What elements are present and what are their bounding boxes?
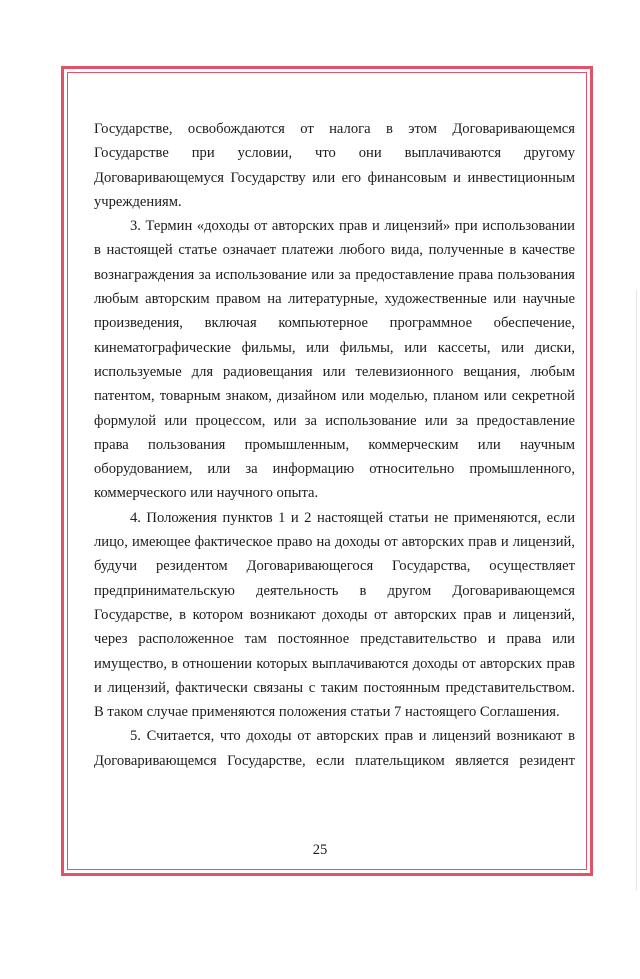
text-line: Государстве, освобождаются от налога в этом Договаривающемся	[94, 121, 575, 137]
text-line: и лицензий, фактически связаны с таким постоянным представительством.	[94, 679, 575, 696]
text-line: Договаривающемуся Государству или его финансовым и инвестиционным	[94, 169, 575, 186]
text-line: учреждениям.	[94, 193, 182, 210]
text-line: используемые для радиовещания или телевизионного вещания, любым	[94, 363, 575, 380]
text-line: патентом, товарным знаком, дизайном или моделью, планом или секретной	[94, 388, 575, 405]
text-line: формулой или процессом, или за использование или за предоставление	[94, 412, 575, 429]
document-body	[94, 117, 575, 773]
text-line: В таком случае применяются положения статьи 7 настоящего Соглашения.	[94, 704, 560, 721]
text-line: в настоящей статье означает платежи любого вида, полученные в качестве	[94, 242, 575, 259]
text-line: Государстве при условии, что они выплачиваются другому	[94, 145, 575, 162]
text-line: кинематографические фильмы, или фильмы, или кассеты, или диски,	[94, 339, 575, 356]
text-line: коммерческого или научного опыта.	[94, 485, 319, 502]
page-number: 25	[312, 842, 328, 858]
text-line: вознаграждения за использование или за предоставление права пользования	[94, 266, 575, 283]
text-line: 5. Считается, что доходы от авторских прав и лицензий возникают в	[130, 728, 575, 745]
text-line: 4. Положения пунктов 1 и 2 настоящей статьи не применяются, если	[130, 509, 575, 526]
text-line: через расположенное там постоянное представительство и права или	[94, 631, 575, 648]
text-line: предпринимательскую деятельность в другом Договаривающемся	[94, 582, 575, 599]
text-line: любым авторским правом на литературные, художественные или научные	[94, 291, 575, 308]
text-line: будучи резидентом Договаривающегося Государства, осуществляет	[94, 558, 575, 575]
text-line: Государстве, в котором возникают доходы от авторских прав и лицензий,	[94, 606, 575, 623]
page-edge-line	[636, 290, 637, 890]
text-line: Договаривающемся Государстве, если плательщиком является резидент	[94, 752, 575, 769]
text-line: права пользования промышленным, коммерческим или научным	[94, 436, 575, 453]
text-line: произведения, включая компьютерное программное обеспечение,	[94, 315, 575, 332]
text-line: 3. Термин «доходы от авторских прав и лицензий» при использовании	[130, 218, 575, 235]
text-line: оборудованием, или за информацию относительно промышленного,	[94, 461, 575, 478]
text-line: лицо, имеющее фактическое право на доходы от авторских прав и лицензий,	[94, 534, 575, 551]
text-line: имущество, в отношении которых выплачиваются доходы от авторских прав	[94, 655, 575, 672]
